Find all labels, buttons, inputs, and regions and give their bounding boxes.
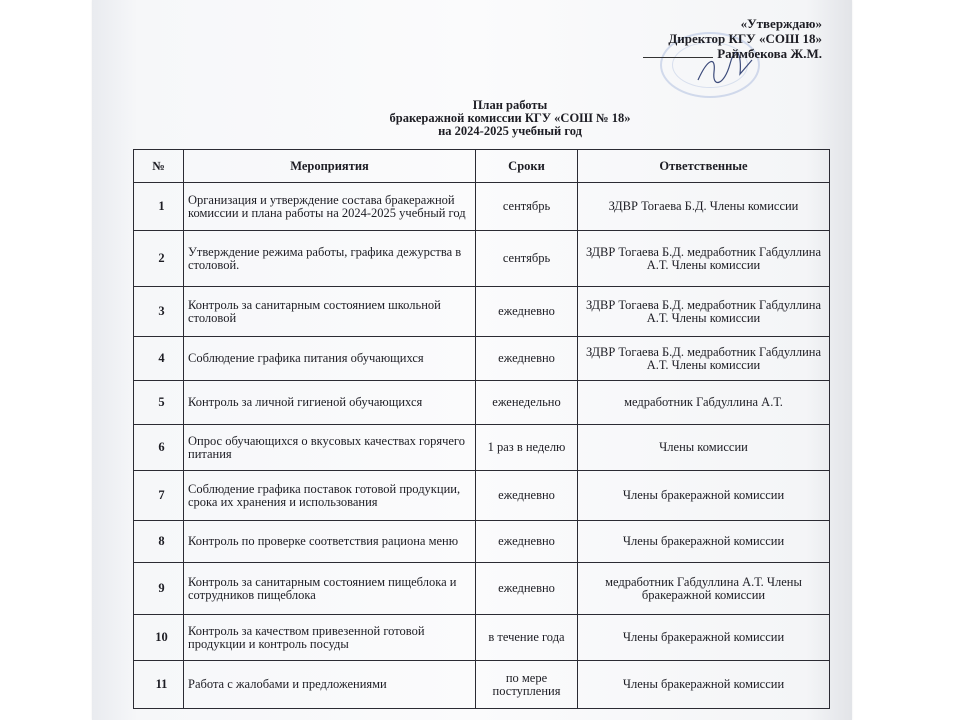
row-event: Опрос обучающихся о вкусовых качествах горячего питания — [184, 425, 476, 471]
row-number: 11 — [134, 661, 184, 709]
row-term: еженедельно — [476, 381, 578, 425]
header-number: № — [134, 150, 184, 183]
row-term: сентябрь — [476, 231, 578, 287]
row-term: по мере поступления — [476, 661, 578, 709]
approval-position: Директор КГУ «СОШ 18» — [668, 31, 822, 46]
row-number: 2 — [134, 231, 184, 287]
row-event: Контроль за санитарным состоянием пищеблока и сотрудников пищеблока — [184, 563, 476, 615]
table-row — [134, 563, 830, 615]
table-row — [134, 615, 830, 661]
approval-signer — [643, 46, 822, 61]
header-responsible: Ответственные — [578, 150, 830, 183]
row-event: Утверждение режима работы, графика дежурства в столовой. — [184, 231, 476, 287]
approval-signer-name: Раймбекова Ж.М. — [717, 46, 822, 61]
row-term: 1 раз в неделю — [476, 425, 578, 471]
row-responsible: Члены бракеражной комиссии — [578, 471, 830, 521]
approval-label: «Утверждаю» — [740, 16, 822, 31]
table-header-row — [134, 150, 830, 183]
row-number: 5 — [134, 381, 184, 425]
table-row — [134, 381, 830, 425]
row-event: Работа с жалобами и предложениями — [184, 661, 476, 709]
approval-block — [643, 16, 822, 61]
row-number: 7 — [134, 471, 184, 521]
row-event: Контроль за качеством привезенной готовой продукции и контроль посуды — [184, 615, 476, 661]
signature-line — [643, 57, 713, 58]
row-number: 1 — [134, 183, 184, 231]
row-number: 6 — [134, 425, 184, 471]
row-responsible: медработник Габдуллина А.Т. Члены бракеражной комиссии — [578, 563, 830, 615]
row-event: Соблюдение графика поставок готовой продукции, срока их хранения и использования — [184, 471, 476, 521]
row-responsible: ЗДВР Тогаева Б.Д. медработник Габдуллина А.Т. Члены комиссии — [578, 231, 830, 287]
row-responsible: Члены бракеражной комиссии — [578, 521, 830, 563]
table-row — [134, 661, 830, 709]
header-term: Сроки — [476, 150, 578, 183]
table-row — [134, 337, 830, 381]
row-number: 10 — [134, 615, 184, 661]
work-plan-table — [133, 149, 830, 709]
row-term: сентябрь — [476, 183, 578, 231]
table-row — [134, 425, 830, 471]
row-event: Контроль за санитарным состоянием школьной столовой — [184, 287, 476, 337]
row-term: в течение года — [476, 615, 578, 661]
row-number: 3 — [134, 287, 184, 337]
row-number: 4 — [134, 337, 184, 381]
row-responsible: Члены комиссии — [578, 425, 830, 471]
table-row — [134, 471, 830, 521]
table-row — [134, 231, 830, 287]
title-line-2: бракеражной комиссии КГУ «СОШ № 18» — [389, 111, 631, 125]
row-event: Организация и утверждение состава бракеражной комиссии и плана работы на 2024-2025 учебный год — [184, 183, 476, 231]
row-responsible: ЗДВР Тогаева Б.Д. медработник Габдуллина А.Т. Члены комиссии — [578, 287, 830, 337]
row-number: 9 — [134, 563, 184, 615]
row-responsible: Члены бракеражной комиссии — [578, 661, 830, 709]
row-term: ежедневно — [476, 471, 578, 521]
row-term: ежедневно — [476, 337, 578, 381]
row-number: 8 — [134, 521, 184, 563]
row-responsible: ЗДВР Тогаева Б.Д. Члены комиссии — [578, 183, 830, 231]
table-row — [134, 521, 830, 563]
row-term: ежедневно — [476, 521, 578, 563]
title-line-3: на 2024-2025 учебный год — [438, 124, 582, 138]
row-responsible: медработник Габдуллина А.Т. — [578, 381, 830, 425]
table-row — [134, 287, 830, 337]
row-term: ежедневно — [476, 563, 578, 615]
document-title — [320, 99, 700, 138]
header-event: Мероприятия — [184, 150, 476, 183]
title-line-1: План работы — [472, 98, 548, 112]
row-event: Соблюдение графика питания обучающихся — [184, 337, 476, 381]
table-row — [134, 183, 830, 231]
row-event: Контроль по проверке соответствия рациона меню — [184, 521, 476, 563]
row-responsible: Члены бракеражной комиссии — [578, 615, 830, 661]
row-event: Контроль за личной гигиеной обучающихся — [184, 381, 476, 425]
row-term: ежедневно — [476, 287, 578, 337]
row-responsible: ЗДВР Тогаева Б.Д. медработник Габдуллина А.Т. Члены комиссии — [578, 337, 830, 381]
